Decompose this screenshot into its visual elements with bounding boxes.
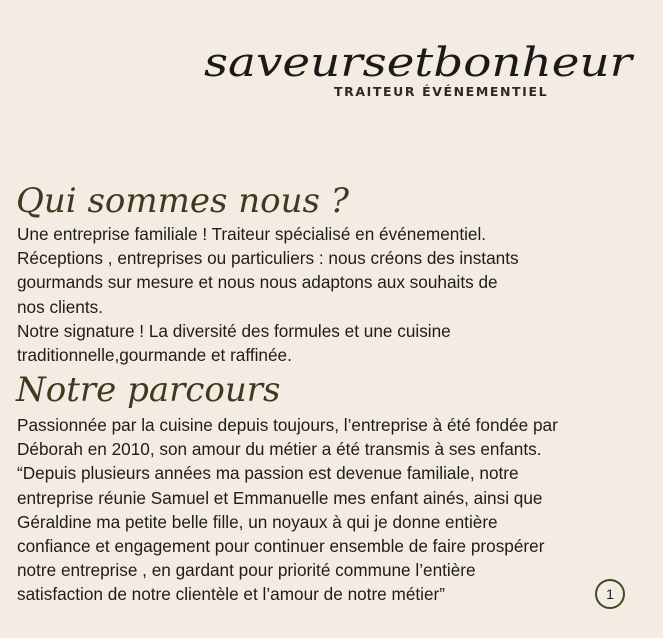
text-line: Déborah en 2010, son amour du métier a été transmis à ses enfants. [17, 439, 542, 460]
text-line: “Depuis plusieurs années ma passion est devenue familiale, notre [17, 463, 519, 484]
logo-tagline: TRAITEUR ÉVÉNEMENTIEL [334, 84, 549, 99]
text-line: Passionnée par la cuisine depuis toujours, l’entreprise à été fondée par [17, 415, 558, 435]
text-line: satisfaction de notre clientèle et l’amour de notre métier” [17, 584, 445, 605]
text-line: Notre signature ! La diversité des formules et une cuisine [17, 320, 451, 341]
text-line: notre entreprise , en gardant pour priorité commune l’entière [17, 560, 476, 581]
signature-logo-mark [198, 20, 638, 90]
about-paragraph [17, 222, 519, 367]
text-line: gourmands sur mesure et nous nous adaptons aux souhaits de [17, 272, 498, 293]
heading-qui-sommes-nous: Qui sommes nous ? [16, 181, 349, 221]
text-line: Réceptions , entreprises ou particuliers : nous créons des instants [17, 248, 519, 269]
text-line: confiance et engagement pour continuer ensemble de faire prospérer [17, 536, 545, 557]
text-line: Une entreprise familiale ! Traiteur spécialisé en événementiel. [17, 224, 487, 244]
text-line: nos clients. [17, 296, 103, 317]
page-number-badge: 1 [595, 579, 625, 609]
heading-notre-parcours: Notre parcours [16, 370, 281, 410]
text-line: traditionnelle,gourmande et raffinée. [17, 345, 292, 366]
text-line: entreprise réunie Samuel et Emmanuelle mes enfant ainés, ainsi que [17, 487, 543, 508]
logo-script-text: saveursetbonheur [204, 40, 636, 86]
history-paragraph [17, 413, 558, 607]
text-line: Géraldine ma petite belle fille, un noyaux à qui je donne entière [17, 511, 498, 532]
